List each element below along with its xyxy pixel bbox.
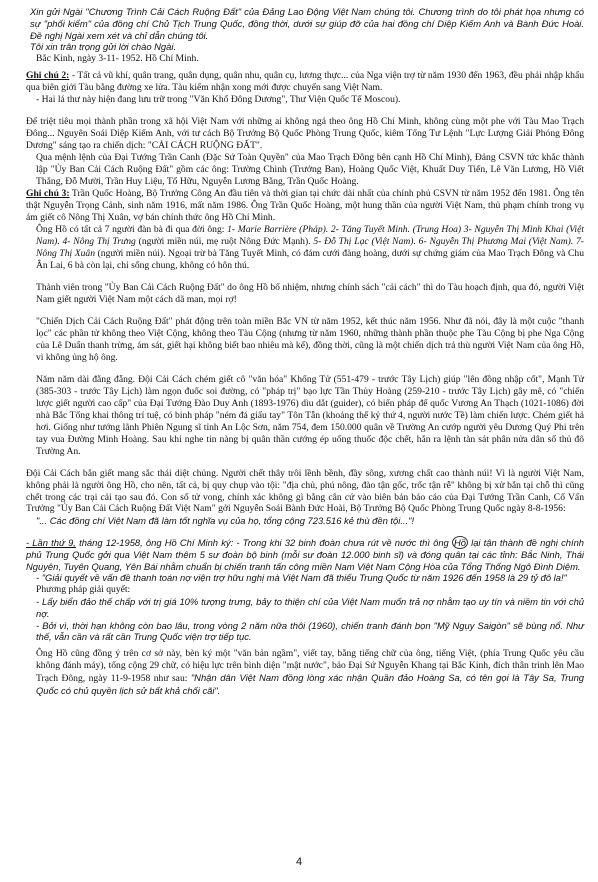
note-3 — [26, 188, 584, 224]
paragraph-campaign: "Chiến Dịch Cải Cách Ruộng Đất" phát động trên toàn miền Bắc VN từ năm 1952, kết thúc năm 1956. Như đã nói, đây là một cuộc "thanh lọc" các phần tử không theo Việt Cộng, không theo Tàu Cộng (nhưng từ năm 1960, những thành phần thuộc phe Tàu Cộng bị phe Nga Cộng của Lê Duẩn thanh trừng, ám sát, giết hại không biết bao nhiêu mà kể), đồng thời, cũng là một chiến dịch trả thù người Việt Nam của ông Hồ, vì không ủng hộ ông. — [36, 315, 584, 363]
letter-signature: Bắc Kinh, ngày 3-11- 1952. Hồ Chí Minh. — [36, 53, 199, 64]
paragraph-campaign-origin: Để triệt tiêu mọi thành phần trong xã hội Việt Nam với những ai không ngả theo ông Hồ Chí Minh, không cùng một phe với Tàu Mao Trạch Đông... Nguyên Soái Diệp Kiếm Anh, với tư cách Bộ Trưởng Bộ Quốc Phòng Trung Quốc, kiêm Tổng Tư Lệnh "Lực Lượng Giải Phóng Đông Dương" sáng tạo ra chiến dịch: "CẢI CÁCH RUỘNG ĐẤT". — [26, 115, 584, 151]
letter-greeting: Tôi xin trân trọng gửi lời chào Ngài. — [30, 41, 177, 53]
solution-heading: Phương pháp giải quyết: — [36, 584, 131, 596]
note-2-source: - Hai lá thư này hiện đang lưu trữ trong "Văn Khố Đông Dương", Thư Viện Quốc Tế Moscou). — [36, 93, 401, 105]
note-2 — [26, 70, 584, 94]
letter-body: Xin gửi Ngài "Chương Trình Cải Cách Ruộng Đất" của Đảng Lao Động Việt Nam chúng tôi. Chương trình do tôi phát họa nhưng có sự "phối kiểm" của đồng chí Chủ Tịch Trung Quốc, đồng thời, dưới sự giúp đỡ của hai đồng chí Diệp Kiếm Anh và Bành Đức Hoài. Đề nghị Ngài xem xét và chỉ dẫn chúng tôi. — [30, 6, 584, 41]
circled-word: Hồ — [453, 537, 466, 549]
note-2-label: Ghi chú 2: — [26, 69, 70, 81]
note-3-text: Trần Quốc Hoàng, Bộ Trưởng Công An đầu tiên và thời gian tại chức dài nhất của chính phủ CSVN từ năm 1952 đến 1981. Ông tên thật Nguyễn Trọng Cảnh, sinh năm 1916, mất năm 1986. Ông Trần Quốc Hoàng, một hung thần của người Việt Nam, thủ phạm chính trong vụ ám giết cô Nông Thị Xuân, vợ bán chính thức ông Hồ Chí Minh. — [26, 187, 584, 223]
paragraph-committee: Qua mệnh lệnh của Đại Tướng Trần Canh (Đặc Sứ Toàn Quyền" của Mao Trạch Đông bên cạnh Hồ Chí Minh), Đảng CSVN tức khắc thành lập "Ủy Ban Cải Cách Ruộng Đất" gồm các ông: Trường Chinh (Trưởng Ban), Hoàng Quốc Việt, Khuất Duy Tiến, Lê Văn Lương, Hồ Viết Thắng, Đỗ Mười, Trần Huy Liệu, Tố Hữu, Nguyễn Lương Bằng, Trần Quốc Hoàng. — [36, 151, 584, 187]
solution-item-2: - Bởi vì, thời hạn không còn bao lâu, trong vòng 2 năm nữa thôi (1960), chiến tranh đánh bọn "Mỹ Ngụy Saigòn" sẽ bùng nổ. Như thế, vẫn cần và rất cần Trung Quốc viện trợ tiếp tục. — [36, 619, 584, 643]
page-number: 4 — [295, 856, 303, 869]
paragraph-secret-document: Ông Hồ cũng đồng ý trên cơ sở này, bèn ký một "văn bản ngầm", viết tay, bằng tiếng chữ của ông, tiếng Việt, (phía Trung Quốc yêu cầu không đánh máy), tổng cộng 29 chữ, có hiệu lực trên bình diện "mật nước", bảo Đại Sứ Nguyễn Khang tại Bắc Kinh, đích thân trình lên Mao Trạch Đông, ngày 11-9-1958 như sau: "Nhận dân Việt Nam đồng lòng xác nhận Quần đảo Hoàng Sa, có tên gọi là Tây Sa, Trung Quốc có chủ quyền lịch sử bất khả chối cãi". — [36, 648, 584, 697]
note-3-label: Ghi chú 3: — [26, 187, 70, 199]
note-2-text: - Tất cả vũ khí, quân trang, quân dụng, quân nhu, quân cụ, lương thực... của Nga viện trợ từ năm 1930 đến 1963, đều phải nhập khẩu qua biên giới Tàu bằng đường xe lửa. Tàu kiểm nhận xong mới được chuyển sang Việt Nam. — [26, 69, 584, 93]
paragraph-genocide: Đội Cải Cách bắn giết mang sắc thái diệt chủng. Người chết thây trôi lềnh bềnh, đầy sông, xương chất cao thành núi! Vì là người Việt Nam, không phải là người ông Hồ, cho nên, tất cả, bị quy chụp vào tội: "địa chủ, phú nông, đào tận gốc, trốc tận rễ" không bị xử bắn tại chỗ thì cũng chết trong các trại cải tạo sau đó. Con số tử vong, chính xác không gì bằng cân cứ vào biên bản báo cáo của Đại Tướng Trần Canh, Cố Vấn Trưởng "Ủy Ban Cải Cách Ruộng Đất Việt Nam" gởi Nguyễn Soái Bành Đức Hoài, Bộ Trưởng Bộ Quốc Phòng Trung Quốc ngày 8-8-1956: — [26, 467, 584, 515]
solution-item-1: - Lấy biển đảo thế chấp với trị giá 10% tượng trưng, bảy to thiện chí của Việt Nam muốn trả nợ nhằm tạo uy tín và niềm tin với chủ nợ. — [36, 596, 584, 619]
quote-death-toll: "... Các đồng chí Việt Nam đã làm tốt nghĩa vụ của họ, tổng cộng 723.516 kẻ thù đền tội..."! — [36, 515, 415, 527]
paragraph-five-years: Năm năm dài đằng đẵng. Đội Cải Cách chém giết cô "văn hóa" Khổng Tử (551-479 - trước Tây Lịch) giúp "lên đồng nhập cốt", Mạnh Tử (385-303 - trước Tây Lịch) làm ngọn đuốc soi đường, có "pháp trị" bạo lực Tần Thủy Hoàng (259-210 - trước Tây Lịch) gây mê, có "chiến lược giết người cao cấp" của Đại Tướng Đào Duy Anh (1893-1976) dìu dắt (guider), có biển pháp để quốc Vương An Thạch (1021-1086) đời nhà Bắc Tống khai thông trí tuệ, có binh pháp "ném đá giấu tay" Tôn Tẫn (khoảng thế kỷ thứ 4, người nước Tề) làm chiến lược. Chém giết hả hơi. Giống như tướng lãnh Phiên Ngung sĩ tỉnh An Lộc Sơn, năm 754, đem 150.000 quân về Trường An cướp người yêu Dương Quý Phi trên tay vua Đường Minh Hoàng. Sau khi nghe tin nàng bị quân thần cướng ép uống thuốc độc chết, hắn ra lệnh tàn sát phân nửa dân số thủ đô Trường An. — [36, 373, 584, 457]
paragraph-ninth-time: - Lần thứ 9, tháng 12-1958, ông Hồ Chí Minh ký: - Trong khi 32 binh đoàn chưa rút về nước thì ông Hồ lại tận thành đề nghị chính phủ Trung Quốc gởi qua Việt Nam thêm 5 sư đoàn bộ binh (mỗi sư đoàn 12.000 binh sĩ) và đóng quân tại các tỉnh: Bắc Ninh, Thái Nguyên, Tuyên Quang, Yên Bái nhằm chuẩn bị chiến tranh tấn công miền Nam Việt Nam Cộng Hòa của Tổng Thống Ngô Đình Diệm. — [26, 537, 584, 572]
paragraph-women: Ông Hồ có tất cả 7 người đàn bà đi qua đời ông: 1- Marie Barrière (Pháp). 2- Tăng Tuyết Minh. (Trung Hoa) 3- Nguyễn Thị Minh Khai (Việt Nam). 4- Nông Thị Trưng (người miền núi, mẹ ruột Nông Đức Mạnh). 5- Đỗ Thị Lạc (Việt Nam). 6- Nguyễn Thị Phương Mai (Việt Nam). 7- Nông Thị Xuân (người miền núi). Ngoại trừ bà Tăng Tuyết Minh, có đám cưới đàng hoàng, dưới sự chứng giám của Mao Trạch Đông và Chu Ân Lai, 6 bà còn lại, chỉ sống chung, không có hôn thú. — [36, 223, 584, 271]
paragraph-committee-members: Thành viên trong "Ủy Ban Cải Cách Ruộng Đất" do ông Hồ bổ nhiệm, nhưng chính sách "cải cách" thì do Tàu hoạch định, qua đó, người Việt Nam giết người Việt Nam một cách dã man, mọi rợ! — [36, 281, 584, 305]
debt-quote: - "Giải quyết về vấn đề thanh toán nợ viện trợ hữu nghị mà Việt Nam đã thiếu Trung Quốc từ năm 1926 đến 1958 là 29 tỷ đô la!" — [36, 572, 567, 584]
letter-block — [26, 6, 584, 53]
